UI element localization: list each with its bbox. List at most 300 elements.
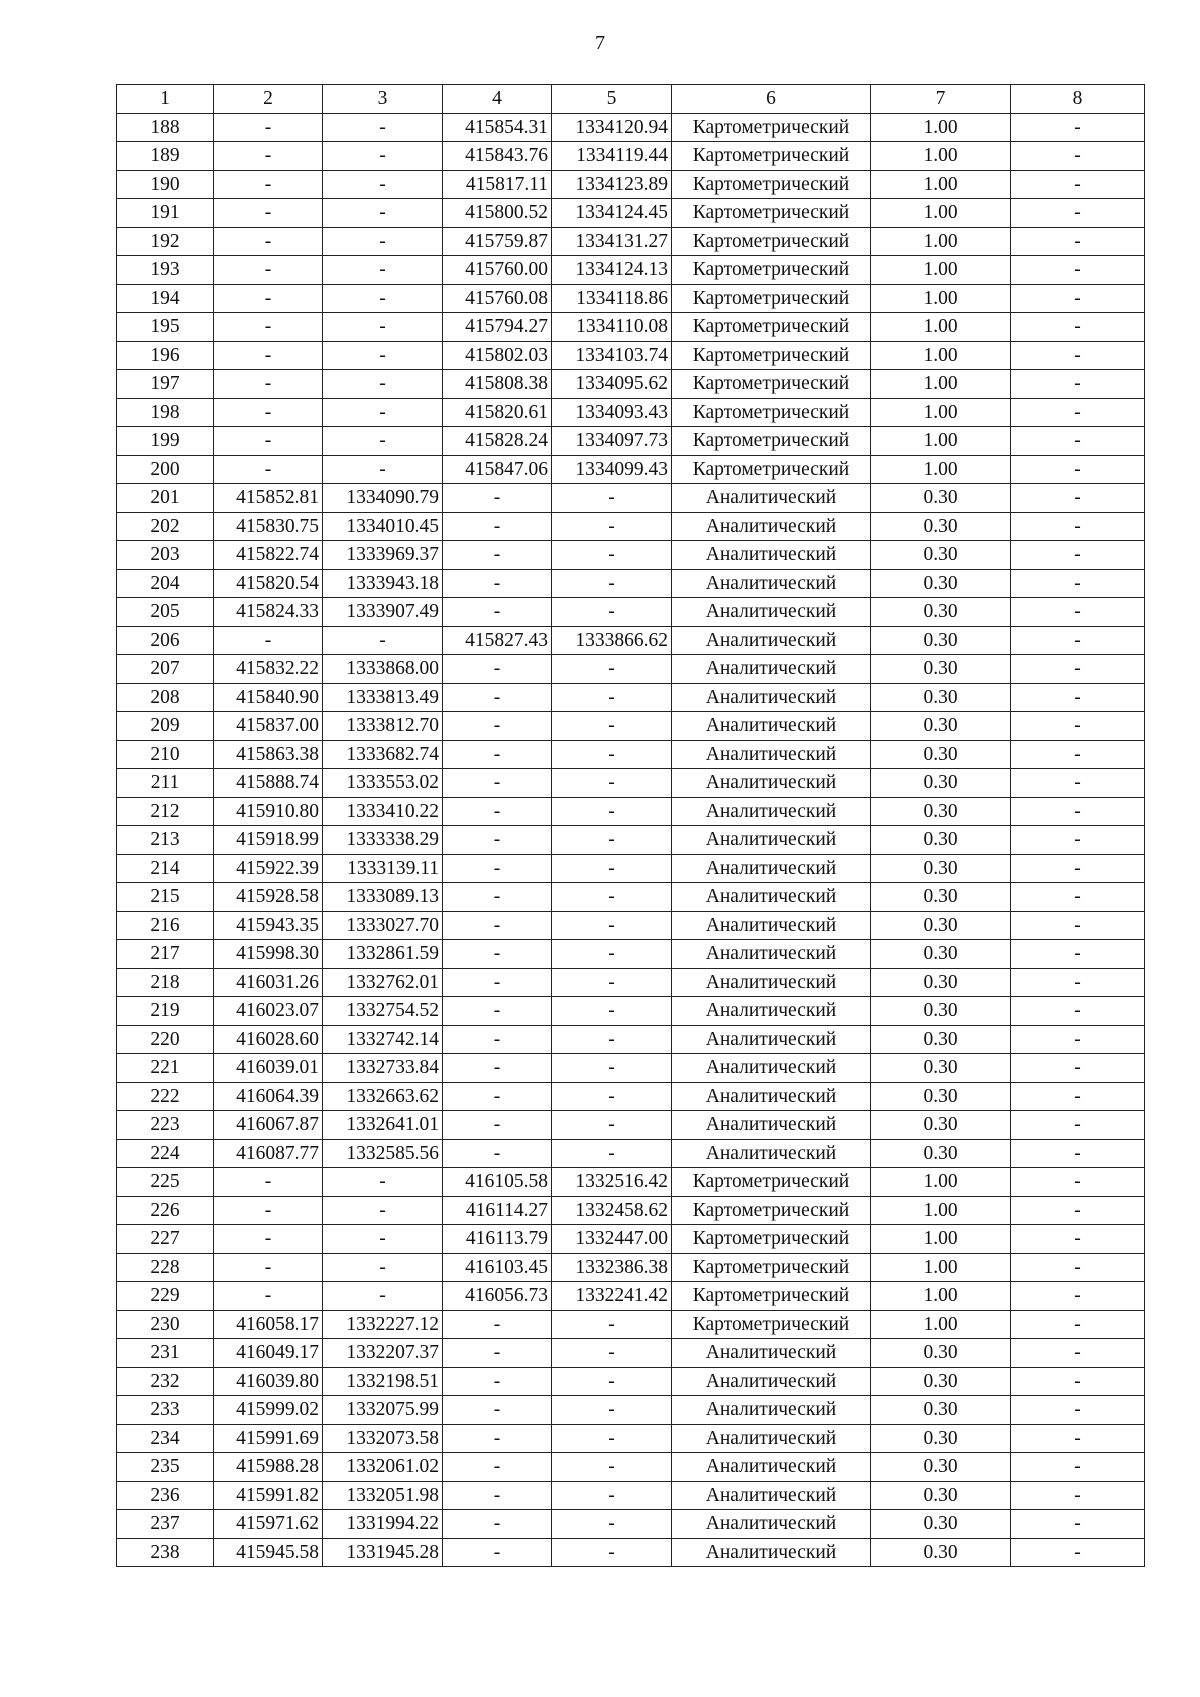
x-new-cell: - xyxy=(443,826,552,855)
point-number-cell: 204 xyxy=(117,569,214,598)
x-cell: - xyxy=(214,370,323,399)
note-cell: - xyxy=(1011,797,1145,826)
x-new-cell: - xyxy=(443,940,552,969)
y-new-cell: - xyxy=(552,826,672,855)
y-new-cell: - xyxy=(552,797,672,826)
y-cell: - xyxy=(323,170,443,199)
method-cell: Аналитический xyxy=(672,1453,871,1482)
method-cell: Аналитический xyxy=(672,1339,871,1368)
y-cell: 1333943.18 xyxy=(323,569,443,598)
table-row xyxy=(117,1054,1145,1083)
x-cell: 415922.39 xyxy=(214,854,323,883)
y-cell: 1332762.01 xyxy=(323,968,443,997)
x-new-cell: - xyxy=(443,541,552,570)
x-cell: 415888.74 xyxy=(214,769,323,798)
method-cell: Аналитический xyxy=(672,968,871,997)
x-cell: - xyxy=(214,1253,323,1282)
table-row xyxy=(117,227,1145,256)
accuracy-cell: 0.30 xyxy=(871,1111,1011,1140)
table-row xyxy=(117,170,1145,199)
x-new-cell: - xyxy=(443,1396,552,1425)
point-number-cell: 215 xyxy=(117,883,214,912)
y-new-cell: - xyxy=(552,940,672,969)
note-cell: - xyxy=(1011,170,1145,199)
x-new-cell: 416056.73 xyxy=(443,1282,552,1311)
x-cell: - xyxy=(214,113,323,142)
table-row xyxy=(117,1253,1145,1282)
point-number-cell: 208 xyxy=(117,683,214,712)
column-header-col-point-number: 1 xyxy=(117,85,214,114)
table-row xyxy=(117,598,1145,627)
table-row xyxy=(117,256,1145,285)
note-cell: - xyxy=(1011,826,1145,855)
x-cell: - xyxy=(214,256,323,285)
y-cell: - xyxy=(323,427,443,456)
x-cell: 416049.17 xyxy=(214,1339,323,1368)
table-row xyxy=(117,997,1145,1026)
method-cell: Картометрический xyxy=(672,1225,871,1254)
x-new-cell: - xyxy=(443,655,552,684)
point-number-cell: 234 xyxy=(117,1424,214,1453)
accuracy-cell: 0.30 xyxy=(871,1367,1011,1396)
note-cell: - xyxy=(1011,484,1145,513)
y-cell: 1331945.28 xyxy=(323,1538,443,1567)
column-header-col-y: 3 xyxy=(323,85,443,114)
point-number-cell: 222 xyxy=(117,1082,214,1111)
x-new-cell: - xyxy=(443,569,552,598)
accuracy-cell: 1.00 xyxy=(871,170,1011,199)
table-body xyxy=(117,113,1145,1567)
table-row xyxy=(117,1339,1145,1368)
x-cell: - xyxy=(214,170,323,199)
accuracy-cell: 0.30 xyxy=(871,968,1011,997)
method-cell: Картометрический xyxy=(672,370,871,399)
y-cell: 1332742.14 xyxy=(323,1025,443,1054)
method-cell: Аналитический xyxy=(672,769,871,798)
coordinates-table xyxy=(116,84,1145,1567)
y-cell: - xyxy=(323,398,443,427)
table-row xyxy=(117,940,1145,969)
note-cell: - xyxy=(1011,284,1145,313)
y-new-cell: 1334093.43 xyxy=(552,398,672,427)
x-new-cell: - xyxy=(443,1424,552,1453)
x-cell: 415832.22 xyxy=(214,655,323,684)
method-cell: Картометрический xyxy=(672,1253,871,1282)
x-new-cell: - xyxy=(443,1453,552,1482)
x-new-cell: - xyxy=(443,1054,552,1083)
point-number-cell: 201 xyxy=(117,484,214,513)
y-new-cell: - xyxy=(552,1339,672,1368)
method-cell: Картометрический xyxy=(672,1310,871,1339)
point-number-cell: 235 xyxy=(117,1453,214,1482)
accuracy-cell: 0.30 xyxy=(871,1082,1011,1111)
x-cell: 416028.60 xyxy=(214,1025,323,1054)
table-row xyxy=(117,1168,1145,1197)
method-cell: Картометрический xyxy=(672,1196,871,1225)
y-new-cell: - xyxy=(552,1025,672,1054)
x-cell: 415991.82 xyxy=(214,1481,323,1510)
column-header-col-accuracy: 7 xyxy=(871,85,1011,114)
accuracy-cell: 0.30 xyxy=(871,1339,1011,1368)
note-cell: - xyxy=(1011,740,1145,769)
table-row xyxy=(117,1310,1145,1339)
x-cell: 416039.80 xyxy=(214,1367,323,1396)
note-cell: - xyxy=(1011,1225,1145,1254)
x-new-cell: - xyxy=(443,512,552,541)
y-new-cell: - xyxy=(552,712,672,741)
y-new-cell: - xyxy=(552,512,672,541)
x-cell: 415910.80 xyxy=(214,797,323,826)
method-cell: Аналитический xyxy=(672,712,871,741)
y-cell: - xyxy=(323,1196,443,1225)
note-cell: - xyxy=(1011,398,1145,427)
y-cell: 1333139.11 xyxy=(323,854,443,883)
accuracy-cell: 0.30 xyxy=(871,997,1011,1026)
method-cell: Аналитический xyxy=(672,1139,871,1168)
x-cell: 415918.99 xyxy=(214,826,323,855)
accuracy-cell: 0.30 xyxy=(871,1510,1011,1539)
point-number-cell: 232 xyxy=(117,1367,214,1396)
method-cell: Аналитический xyxy=(672,826,871,855)
point-number-cell: 196 xyxy=(117,341,214,370)
x-new-cell: - xyxy=(443,1367,552,1396)
method-cell: Аналитический xyxy=(672,1510,871,1539)
point-number-cell: 207 xyxy=(117,655,214,684)
note-cell: - xyxy=(1011,227,1145,256)
note-cell: - xyxy=(1011,1396,1145,1425)
table-row xyxy=(117,1396,1145,1425)
note-cell: - xyxy=(1011,569,1145,598)
table-row xyxy=(117,626,1145,655)
y-cell: 1333812.70 xyxy=(323,712,443,741)
method-cell: Картометрический xyxy=(672,284,871,313)
accuracy-cell: 1.00 xyxy=(871,1310,1011,1339)
accuracy-cell: 0.30 xyxy=(871,1481,1011,1510)
method-cell: Аналитический xyxy=(672,541,871,570)
y-new-cell: - xyxy=(552,1510,672,1539)
column-header-col-x: 2 xyxy=(214,85,323,114)
y-new-cell: 1334119.44 xyxy=(552,142,672,171)
accuracy-cell: 1.00 xyxy=(871,227,1011,256)
accuracy-cell: 0.30 xyxy=(871,1139,1011,1168)
note-cell: - xyxy=(1011,427,1145,456)
y-new-cell: - xyxy=(552,1481,672,1510)
point-number-cell: 236 xyxy=(117,1481,214,1510)
x-new-cell: - xyxy=(443,997,552,1026)
note-cell: - xyxy=(1011,1339,1145,1368)
x-new-cell: - xyxy=(443,484,552,513)
y-new-cell: 1332386.38 xyxy=(552,1253,672,1282)
x-new-cell: 415760.08 xyxy=(443,284,552,313)
y-new-cell: 1334118.86 xyxy=(552,284,672,313)
y-cell: 1333553.02 xyxy=(323,769,443,798)
y-new-cell: - xyxy=(552,484,672,513)
y-new-cell: 1334124.45 xyxy=(552,199,672,228)
y-new-cell: - xyxy=(552,997,672,1026)
accuracy-cell: 1.00 xyxy=(871,427,1011,456)
table-row xyxy=(117,313,1145,342)
point-number-cell: 225 xyxy=(117,1168,214,1197)
note-cell: - xyxy=(1011,512,1145,541)
x-cell: - xyxy=(214,142,323,171)
x-cell: - xyxy=(214,227,323,256)
point-number-cell: 231 xyxy=(117,1339,214,1368)
note-cell: - xyxy=(1011,683,1145,712)
point-number-cell: 237 xyxy=(117,1510,214,1539)
note-cell: - xyxy=(1011,769,1145,798)
y-new-cell: - xyxy=(552,1082,672,1111)
page-number: 7 xyxy=(595,32,605,54)
x-new-cell: 415760.00 xyxy=(443,256,552,285)
table-row xyxy=(117,740,1145,769)
method-cell: Аналитический xyxy=(672,655,871,684)
note-cell: - xyxy=(1011,626,1145,655)
method-cell: Аналитический xyxy=(672,626,871,655)
column-header-col-x-new: 4 xyxy=(443,85,552,114)
point-number-cell: 216 xyxy=(117,911,214,940)
x-new-cell: - xyxy=(443,1139,552,1168)
table-row xyxy=(117,854,1145,883)
note-cell: - xyxy=(1011,598,1145,627)
y-new-cell: - xyxy=(552,1453,672,1482)
table-row xyxy=(117,1424,1145,1453)
x-cell: - xyxy=(214,1168,323,1197)
x-new-cell: 416113.79 xyxy=(443,1225,552,1254)
x-new-cell: 415843.76 xyxy=(443,142,552,171)
y-cell: - xyxy=(323,256,443,285)
x-new-cell: - xyxy=(443,1111,552,1140)
x-new-cell: 416114.27 xyxy=(443,1196,552,1225)
y-cell: 1332754.52 xyxy=(323,997,443,1026)
y-new-cell: 1332447.00 xyxy=(552,1225,672,1254)
y-new-cell: - xyxy=(552,1396,672,1425)
x-new-cell: 415820.61 xyxy=(443,398,552,427)
point-number-cell: 228 xyxy=(117,1253,214,1282)
x-cell: - xyxy=(214,1196,323,1225)
table-row xyxy=(117,968,1145,997)
accuracy-cell: 1.00 xyxy=(871,1282,1011,1311)
note-cell: - xyxy=(1011,1538,1145,1567)
x-cell: - xyxy=(214,199,323,228)
table-row xyxy=(117,655,1145,684)
y-cell: 1334010.45 xyxy=(323,512,443,541)
y-cell: - xyxy=(323,227,443,256)
accuracy-cell: 0.30 xyxy=(871,1538,1011,1567)
method-cell: Картометрический xyxy=(672,455,871,484)
x-new-cell: - xyxy=(443,883,552,912)
x-cell: 415837.00 xyxy=(214,712,323,741)
method-cell: Аналитический xyxy=(672,1111,871,1140)
accuracy-cell: 1.00 xyxy=(871,1196,1011,1225)
y-new-cell: - xyxy=(552,1367,672,1396)
y-new-cell: 1333866.62 xyxy=(552,626,672,655)
point-number-cell: 214 xyxy=(117,854,214,883)
x-cell: 416087.77 xyxy=(214,1139,323,1168)
x-new-cell: 415847.06 xyxy=(443,455,552,484)
note-cell: - xyxy=(1011,455,1145,484)
y-cell: - xyxy=(323,455,443,484)
note-cell: - xyxy=(1011,1481,1145,1510)
point-number-cell: 211 xyxy=(117,769,214,798)
x-cell: 415863.38 xyxy=(214,740,323,769)
point-number-cell: 198 xyxy=(117,398,214,427)
accuracy-cell: 1.00 xyxy=(871,142,1011,171)
y-new-cell: 1332516.42 xyxy=(552,1168,672,1197)
y-cell: - xyxy=(323,142,443,171)
x-new-cell: 415800.52 xyxy=(443,199,552,228)
x-new-cell: - xyxy=(443,1481,552,1510)
method-cell: Аналитический xyxy=(672,854,871,883)
y-cell: 1333338.29 xyxy=(323,826,443,855)
x-new-cell: 416103.45 xyxy=(443,1253,552,1282)
table-row xyxy=(117,1481,1145,1510)
y-new-cell: - xyxy=(552,541,672,570)
x-new-cell: - xyxy=(443,911,552,940)
note-cell: - xyxy=(1011,199,1145,228)
point-number-cell: 233 xyxy=(117,1396,214,1425)
y-cell: - xyxy=(323,199,443,228)
method-cell: Аналитический xyxy=(672,1054,871,1083)
x-cell: 415971.62 xyxy=(214,1510,323,1539)
y-cell: 1333868.00 xyxy=(323,655,443,684)
point-number-cell: 205 xyxy=(117,598,214,627)
method-cell: Аналитический xyxy=(672,598,871,627)
note-cell: - xyxy=(1011,1453,1145,1482)
table-row xyxy=(117,797,1145,826)
accuracy-cell: 0.30 xyxy=(871,1453,1011,1482)
x-new-cell: 415854.31 xyxy=(443,113,552,142)
accuracy-cell: 1.00 xyxy=(871,113,1011,142)
note-cell: - xyxy=(1011,313,1145,342)
y-new-cell: - xyxy=(552,569,672,598)
point-number-cell: 197 xyxy=(117,370,214,399)
accuracy-cell: 0.30 xyxy=(871,598,1011,627)
method-cell: Аналитический xyxy=(672,1396,871,1425)
x-new-cell: 415794.27 xyxy=(443,313,552,342)
accuracy-cell: 0.30 xyxy=(871,541,1011,570)
accuracy-cell: 0.30 xyxy=(871,655,1011,684)
table-row xyxy=(117,569,1145,598)
table-row xyxy=(117,455,1145,484)
note-cell: - xyxy=(1011,1082,1145,1111)
point-number-cell: 193 xyxy=(117,256,214,285)
y-new-cell: 1334110.08 xyxy=(552,313,672,342)
method-cell: Картометрический xyxy=(672,427,871,456)
y-cell: - xyxy=(323,284,443,313)
x-new-cell: - xyxy=(443,1025,552,1054)
x-cell: 415999.02 xyxy=(214,1396,323,1425)
method-cell: Картометрический xyxy=(672,170,871,199)
column-header-col-note: 8 xyxy=(1011,85,1145,114)
point-number-cell: 206 xyxy=(117,626,214,655)
y-cell: 1334090.79 xyxy=(323,484,443,513)
point-number-cell: 219 xyxy=(117,997,214,1026)
table-header-row xyxy=(117,85,1145,114)
table-row xyxy=(117,113,1145,142)
y-cell: 1332733.84 xyxy=(323,1054,443,1083)
point-number-cell: 189 xyxy=(117,142,214,171)
y-cell: 1333813.49 xyxy=(323,683,443,712)
table-row xyxy=(117,512,1145,541)
accuracy-cell: 0.30 xyxy=(871,797,1011,826)
accuracy-cell: 0.30 xyxy=(871,854,1011,883)
point-number-cell: 195 xyxy=(117,313,214,342)
accuracy-cell: 0.30 xyxy=(871,883,1011,912)
method-cell: Аналитический xyxy=(672,740,871,769)
y-cell: - xyxy=(323,1225,443,1254)
accuracy-cell: 1.00 xyxy=(871,455,1011,484)
x-cell: 415928.58 xyxy=(214,883,323,912)
point-number-cell: 238 xyxy=(117,1538,214,1567)
point-number-cell: 221 xyxy=(117,1054,214,1083)
x-cell: 415988.28 xyxy=(214,1453,323,1482)
x-new-cell: 416105.58 xyxy=(443,1168,552,1197)
y-new-cell: - xyxy=(552,968,672,997)
note-cell: - xyxy=(1011,1367,1145,1396)
accuracy-cell: 0.30 xyxy=(871,1025,1011,1054)
table-row xyxy=(117,712,1145,741)
x-cell: - xyxy=(214,341,323,370)
accuracy-cell: 1.00 xyxy=(871,313,1011,342)
x-cell: 415830.75 xyxy=(214,512,323,541)
y-cell: 1333027.70 xyxy=(323,911,443,940)
accuracy-cell: 1.00 xyxy=(871,256,1011,285)
x-cell: - xyxy=(214,626,323,655)
point-number-cell: 220 xyxy=(117,1025,214,1054)
y-new-cell: - xyxy=(552,1139,672,1168)
y-cell: 1332075.99 xyxy=(323,1396,443,1425)
y-cell: - xyxy=(323,313,443,342)
point-number-cell: 209 xyxy=(117,712,214,741)
y-new-cell: 1334120.94 xyxy=(552,113,672,142)
table-row xyxy=(117,541,1145,570)
x-cell: 416031.26 xyxy=(214,968,323,997)
accuracy-cell: 0.30 xyxy=(871,826,1011,855)
x-cell: 415945.58 xyxy=(214,1538,323,1567)
point-number-cell: 194 xyxy=(117,284,214,313)
x-cell: 416058.17 xyxy=(214,1310,323,1339)
x-new-cell: 415827.43 xyxy=(443,626,552,655)
x-new-cell: - xyxy=(443,1310,552,1339)
method-cell: Картометрический xyxy=(672,313,871,342)
y-new-cell: 1334095.62 xyxy=(552,370,672,399)
note-cell: - xyxy=(1011,341,1145,370)
point-number-cell: 202 xyxy=(117,512,214,541)
accuracy-cell: 1.00 xyxy=(871,1225,1011,1254)
x-new-cell: - xyxy=(443,1339,552,1368)
x-new-cell: - xyxy=(443,769,552,798)
table-row xyxy=(117,883,1145,912)
column-header-col-y-new: 5 xyxy=(552,85,672,114)
accuracy-cell: 1.00 xyxy=(871,1253,1011,1282)
y-cell: 1333969.37 xyxy=(323,541,443,570)
table-row xyxy=(117,1367,1145,1396)
accuracy-cell: 0.30 xyxy=(871,911,1011,940)
table-row xyxy=(117,683,1145,712)
method-cell: Аналитический xyxy=(672,911,871,940)
method-cell: Аналитический xyxy=(672,883,871,912)
point-number-cell: 188 xyxy=(117,113,214,142)
point-number-cell: 224 xyxy=(117,1139,214,1168)
method-cell: Картометрический xyxy=(672,199,871,228)
x-cell: 415824.33 xyxy=(214,598,323,627)
method-cell: Картометрический xyxy=(672,256,871,285)
accuracy-cell: 0.30 xyxy=(871,712,1011,741)
point-number-cell: 190 xyxy=(117,170,214,199)
y-cell: 1332198.51 xyxy=(323,1367,443,1396)
x-cell: - xyxy=(214,284,323,313)
point-number-cell: 192 xyxy=(117,227,214,256)
